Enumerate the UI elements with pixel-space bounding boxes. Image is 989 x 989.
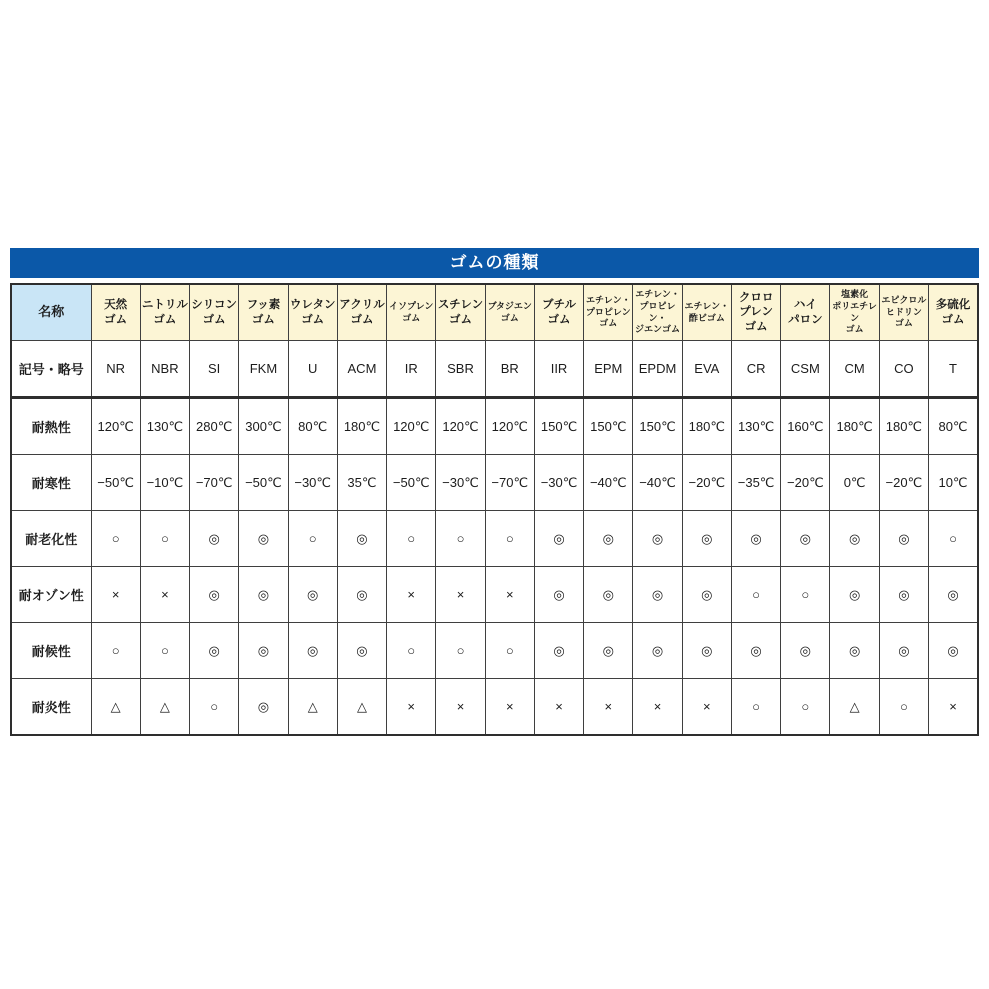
table-row-flame [11, 679, 978, 736]
cell-code: ACM [337, 341, 386, 398]
col-header-line: ゴム [941, 313, 965, 326]
col-header-line: プレン [739, 306, 773, 319]
col-header-line: クロロ [738, 291, 774, 304]
cell-aging: ◎ [190, 511, 239, 567]
col-header [387, 284, 436, 341]
col-header-line: ゴム [350, 313, 374, 326]
cell-heat: 280℃ [190, 398, 239, 455]
cell-weather: ◎ [929, 623, 978, 679]
cell-ozone: ◎ [534, 567, 583, 623]
col-header [633, 284, 682, 341]
cell-code: CSM [781, 341, 830, 398]
cell-aging: ○ [91, 511, 140, 567]
cell-weather: ○ [91, 623, 140, 679]
cell-heat: 120℃ [485, 398, 534, 455]
col-header [879, 284, 928, 341]
cell-code: CR [731, 341, 780, 398]
col-header-line: パロン [788, 313, 823, 326]
col-header [239, 284, 288, 341]
table-row-aging [11, 511, 978, 567]
cell-ozone: ◎ [239, 567, 288, 623]
cell-aging: ◎ [731, 511, 780, 567]
col-header [830, 284, 879, 341]
cell-code: T [929, 341, 978, 398]
row-label: 耐オゾン性 [11, 567, 91, 623]
cell-flame: △ [288, 679, 337, 736]
cell-ozone: ◎ [879, 567, 928, 623]
col-header-line: ゴム [599, 318, 618, 329]
col-header-line: ゴム [845, 324, 864, 335]
cell-cold: −70℃ [190, 455, 239, 511]
col-header-line: ゴム [202, 313, 226, 326]
cell-flame: × [485, 679, 534, 736]
col-header-line: ブタジエン [487, 300, 532, 311]
col-header-line: ゴム [448, 313, 472, 326]
cell-aging: ◎ [584, 511, 633, 567]
cell-ozone: ○ [781, 567, 830, 623]
col-header-line: ポリエチレン [832, 300, 877, 323]
cell-flame: × [436, 679, 485, 736]
col-header [929, 284, 978, 341]
cell-flame: ○ [879, 679, 928, 736]
cell-flame: ◎ [239, 679, 288, 736]
row-label: 耐炎性 [11, 679, 91, 736]
cell-heat: 150℃ [534, 398, 583, 455]
cell-ozone: ◎ [633, 567, 682, 623]
cell-weather: ◎ [731, 623, 780, 679]
col-header-line: スチレン [437, 299, 484, 312]
table-title: ゴムの種類 [449, 253, 540, 272]
table-header-row [11, 284, 978, 341]
cell-weather: ◎ [584, 623, 633, 679]
col-header-line: ゴム [500, 312, 519, 323]
cell-weather: ○ [140, 623, 189, 679]
col-header-line: ゴム [744, 320, 768, 333]
cell-code: NR [91, 341, 140, 398]
cell-ozone: × [387, 567, 436, 623]
cell-ozone: × [91, 567, 140, 623]
col-header-line: フッ素 [246, 299, 281, 312]
cell-heat: 150℃ [584, 398, 633, 455]
col-header-line: ゴム [301, 313, 325, 326]
cell-cold: −30℃ [534, 455, 583, 511]
cell-ozone: ◎ [830, 567, 879, 623]
cell-flame: ○ [781, 679, 830, 736]
cell-weather: ○ [387, 623, 436, 679]
col-header-line: エチレン・ [684, 300, 730, 311]
col-header-line: ゴム [251, 313, 275, 326]
col-header-line: シリコン [191, 299, 238, 312]
cell-ozone: ◎ [929, 567, 978, 623]
cell-weather: ◎ [337, 623, 386, 679]
cell-code: SI [190, 341, 239, 398]
col-header-line: プロピレン・ [639, 300, 676, 323]
col-header [731, 284, 780, 341]
cell-code: IIR [534, 341, 583, 398]
cell-weather: ◎ [288, 623, 337, 679]
cell-heat: 130℃ [731, 398, 780, 455]
cell-ozone: ○ [731, 567, 780, 623]
table-title-bar [10, 248, 979, 278]
col-header-line: 天然 [104, 299, 128, 312]
cell-cold: −35℃ [731, 455, 780, 511]
cell-weather: ◎ [879, 623, 928, 679]
rubber-types-sheet [10, 248, 979, 736]
cell-aging: ◎ [830, 511, 879, 567]
cell-code: FKM [239, 341, 288, 398]
table-row-weather [11, 623, 978, 679]
col-header-line: ヒドリン [885, 306, 922, 317]
cell-flame: △ [830, 679, 879, 736]
cell-ozone: ◎ [584, 567, 633, 623]
cell-heat: 120℃ [387, 398, 436, 455]
cell-flame: ○ [731, 679, 780, 736]
col-header-line: エピクロル [881, 294, 927, 305]
col-header [140, 284, 189, 341]
table-row-ozone [11, 567, 978, 623]
cell-weather: ◎ [190, 623, 239, 679]
cell-flame: △ [140, 679, 189, 736]
cell-flame: × [682, 679, 731, 736]
cell-aging: ○ [387, 511, 436, 567]
row-label: 耐寒性 [11, 455, 91, 511]
col-header-line: ジエンゴム [635, 324, 681, 335]
cell-weather: ○ [485, 623, 534, 679]
cell-ozone: ◎ [682, 567, 731, 623]
cell-cold: −50℃ [239, 455, 288, 511]
cell-aging: ○ [929, 511, 978, 567]
col-header-line: アクリル [339, 299, 385, 312]
row-label: 耐候性 [11, 623, 91, 679]
cell-ozone: × [436, 567, 485, 623]
cell-flame: △ [91, 679, 140, 736]
cell-aging: ○ [436, 511, 485, 567]
cell-cold: −20℃ [781, 455, 830, 511]
cell-code: EPM [584, 341, 633, 398]
cell-aging: ○ [485, 511, 534, 567]
cell-weather: ◎ [534, 623, 583, 679]
cell-heat: 80℃ [288, 398, 337, 455]
cell-flame: × [584, 679, 633, 736]
cell-heat: 180℃ [830, 398, 879, 455]
cell-heat: 120℃ [436, 398, 485, 455]
cell-code: IR [387, 341, 436, 398]
cell-cold: −30℃ [288, 455, 337, 511]
col-header [288, 284, 337, 341]
cell-cold: −30℃ [436, 455, 485, 511]
col-header [190, 284, 239, 341]
col-header-line: 多硫化 [935, 299, 971, 312]
cell-aging: ◎ [239, 511, 288, 567]
cell-aging: ◎ [534, 511, 583, 567]
cell-cold: −10℃ [140, 455, 189, 511]
col-header-line: ゴム [402, 312, 421, 323]
cell-heat: 180℃ [682, 398, 731, 455]
cell-weather: ◎ [633, 623, 682, 679]
cell-code: BR [485, 341, 534, 398]
col-header-line: ブチル [542, 299, 576, 312]
cell-heat: 300℃ [239, 398, 288, 455]
cell-flame: × [387, 679, 436, 736]
cell-cold: −20℃ [682, 455, 731, 511]
cell-cold: −40℃ [584, 455, 633, 511]
cell-weather: ◎ [239, 623, 288, 679]
col-header-line: エチレン・ [635, 289, 680, 300]
col-header-line: ハイ [793, 299, 817, 312]
col-header [584, 284, 633, 341]
rubber-table [10, 283, 979, 736]
name-header-cell: 名称 [11, 284, 91, 341]
row-label: 耐熱性 [11, 398, 91, 455]
cell-aging: ◎ [879, 511, 928, 567]
cell-ozone: ◎ [337, 567, 386, 623]
table-row-code [11, 341, 978, 398]
cell-aging: ◎ [633, 511, 682, 567]
table-row-heat [11, 398, 978, 455]
col-header-line: ウレタン [289, 299, 336, 312]
col-header [91, 284, 140, 341]
cell-weather: ◎ [781, 623, 830, 679]
cell-cold: 35℃ [337, 455, 386, 511]
cell-heat: 130℃ [140, 398, 189, 455]
cell-heat: 180℃ [879, 398, 928, 455]
cell-code: SBR [436, 341, 485, 398]
cell-aging: ◎ [781, 511, 830, 567]
cell-cold: −50℃ [91, 455, 140, 511]
cell-flame: × [633, 679, 682, 736]
cell-heat: 180℃ [337, 398, 386, 455]
cell-heat: 80℃ [929, 398, 978, 455]
col-header-line: ゴム [153, 313, 177, 326]
cell-flame: × [534, 679, 583, 736]
cell-ozone: ◎ [288, 567, 337, 623]
cell-flame: △ [337, 679, 386, 736]
col-header-line: プロピレン [585, 306, 631, 317]
cell-cold: 10℃ [929, 455, 978, 511]
cell-weather: ◎ [830, 623, 879, 679]
cell-code: CO [879, 341, 928, 398]
col-header [337, 284, 386, 341]
col-header [436, 284, 485, 341]
cell-flame: ○ [190, 679, 239, 736]
cell-ozone: × [140, 567, 189, 623]
cell-weather: ○ [436, 623, 485, 679]
cell-aging: ◎ [682, 511, 731, 567]
col-header-line: エチレン・ [585, 294, 631, 305]
cell-ozone: × [485, 567, 534, 623]
cell-cold: −70℃ [485, 455, 534, 511]
cell-aging: ◎ [337, 511, 386, 567]
col-header [485, 284, 534, 341]
cell-cold: −50℃ [387, 455, 436, 511]
cell-code: EPDM [633, 341, 682, 398]
cell-aging: ○ [288, 511, 337, 567]
cell-flame: × [929, 679, 978, 736]
col-header [534, 284, 583, 341]
col-header-line: 塩素化 [841, 289, 869, 300]
cell-heat: 150℃ [633, 398, 682, 455]
cell-heat: 120℃ [91, 398, 140, 455]
cell-aging: ○ [140, 511, 189, 567]
cell-weather: ◎ [682, 623, 731, 679]
col-header [682, 284, 731, 341]
cell-code: CM [830, 341, 879, 398]
col-header-line: ゴム [104, 313, 128, 326]
row-label: 耐老化性 [11, 511, 91, 567]
col-header-line: ニトリル [141, 299, 188, 312]
cell-heat: 160℃ [781, 398, 830, 455]
col-header-line: イソプレン [389, 300, 434, 311]
col-header [781, 284, 830, 341]
cell-cold: −40℃ [633, 455, 682, 511]
col-header-line: ゴム [894, 318, 913, 329]
cell-code: U [288, 341, 337, 398]
cell-cold: 0℃ [830, 455, 879, 511]
row-label: 記号・略号 [11, 341, 91, 398]
cell-code: EVA [682, 341, 731, 398]
col-header-line: ゴム [547, 313, 571, 326]
rubber-table-body [11, 284, 978, 735]
cell-ozone: ◎ [190, 567, 239, 623]
cell-code: NBR [140, 341, 189, 398]
col-header-line: 酢ビゴム [688, 312, 725, 323]
cell-cold: −20℃ [879, 455, 928, 511]
table-row-cold [11, 455, 978, 511]
